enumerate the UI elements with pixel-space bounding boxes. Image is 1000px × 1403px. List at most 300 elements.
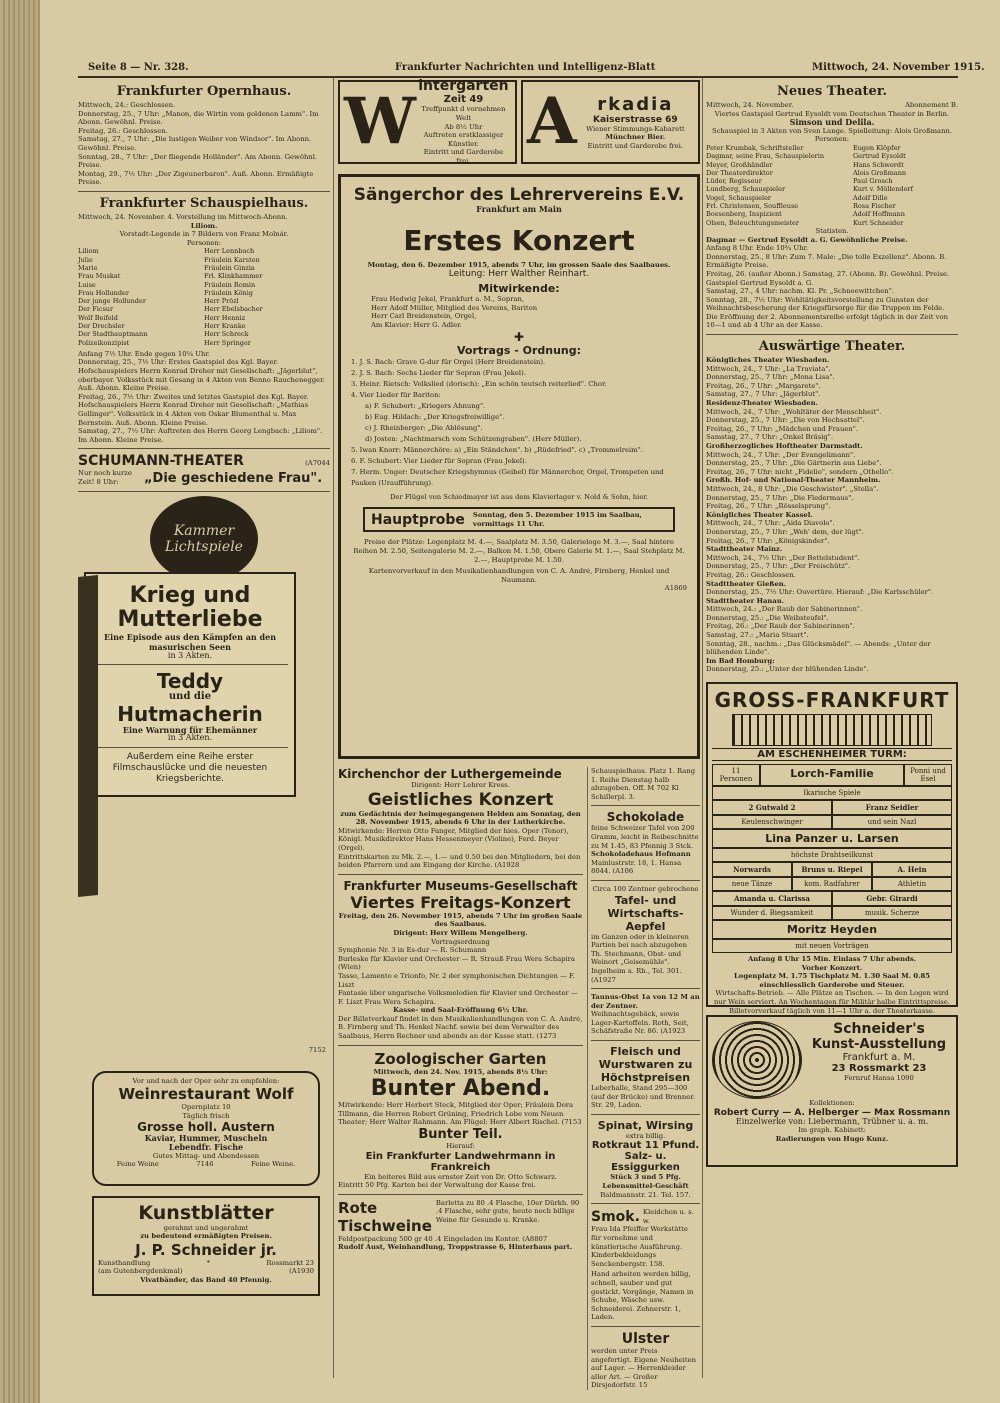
play-title: Liliom. — [190, 221, 218, 230]
note-line: Die Eröffnung der 2. Abonnementsreihe erfolgt täglich in der Zeit von 10—1 und ab 4 Uhr an der Kasse. — [706, 312, 948, 330]
cast-actor: Herr Kranke — [204, 321, 246, 330]
landwehr-sub: Ein heiteres Bild aus ernster Zeit von Dr. Otto Schwarz. — [364, 1172, 557, 1181]
cast-actor: Fräulein Ginzia — [204, 263, 255, 272]
schedule-line: Donnerstag, 25., 7 Uhr: „Manon, die Wirtin vom goldenen Lamm". Im Abonn. Gewöhnl. Preise. — [78, 109, 319, 127]
theater-line: Freitag, 26., 7 Uhr: „Mädchen und Frauen". — [706, 424, 859, 433]
kunst-loc: (am Gutenbergdenkmal) — [98, 1267, 183, 1276]
header-right: Mittwoch, 24. November 1915. — [812, 62, 985, 73]
divider — [92, 664, 288, 665]
cast-actor: Adolf Dille — [852, 193, 888, 202]
gf-cell: Amanda u. Clarissa — [712, 891, 832, 906]
smok-text: Frau Ida Pfeiffer Werkstätte für vornehme und künstlerische Ausführung. Kinderbekleidungs Senckenbergstr. 158. — [591, 1225, 688, 1268]
note-line: Samstag, 27., 4 Uhr: nachm. Kl. Pr. „Schneewittchen". — [706, 287, 894, 296]
theater-head: Königliches Theater Kassel. — [706, 510, 813, 519]
ad-line: Treffpunkt d vornehmen Welt — [421, 105, 506, 123]
gf-cell: kom. Radfahrer — [792, 877, 872, 891]
building-illustration — [732, 714, 932, 746]
arkadia-initial: A — [527, 84, 577, 159]
kunst-bottom: Vivatbänder, das Band 40 Pfennig. — [140, 1275, 272, 1284]
cast-actor: Herr Ebelsbacher — [204, 305, 263, 314]
header-rule — [78, 76, 958, 78]
gf-cell: mit neuen Vorträgen — [712, 939, 952, 953]
divider — [338, 1045, 583, 1046]
bunter-title: Bunter Abend. — [370, 1076, 551, 1102]
cast-actor: Eugen Klöpfer — [852, 143, 901, 152]
wolf-daily: Täglich frisch — [182, 1111, 230, 1120]
programm-list — [351, 357, 687, 489]
cast-actor: Fräulein König — [204, 288, 253, 297]
divider — [591, 1326, 700, 1327]
wintergarten-time: Zeit 49 — [443, 94, 484, 106]
hand-ad: Hand arbeiten werden billig, schnell, sauber und gut gestickt. Vorgänge, Namen in Schuhe, Wäsche usw. Schneiderei. Zehnerstr. 1, Laden. — [591, 1270, 694, 1322]
film2-sub: Eine Warnung für Ehemänner — [122, 724, 258, 735]
gf-notes: Wirtschafts-Betrieb. — Alle Plätze an Tischen. — In den Logen wird nur Wein serviert. An Wochentagen für Militär halbe Eintrittspreise. Billetvorverkauf täglich von 11—1 Uhr a. der Theaterkasse. — [714, 989, 950, 1015]
ad-code: (A7044 — [305, 459, 330, 468]
bunter-teil: Bunter Teil. — [418, 1127, 503, 1143]
programm-item: 3. Heinr. Rietsch: Volkslied (dorisch): „Ein schön teutsch reiterlied". Chor. — [351, 379, 607, 388]
theater-line: Freitag, 26., 7 Uhr: „Margarete". — [706, 381, 821, 390]
theater-line: Donnerstag, 25., 7 Uhr: „Die Gärtnerin aus Liebe". — [706, 459, 882, 468]
schedule-line: Sonntag, 28., 7 Uhr: „Der fliegende Holländer". Am Abonn. Gewöhnl. Preise. — [78, 152, 318, 170]
schumann-play: „Die geschiedene Frau". — [144, 470, 323, 486]
gf-cell: Franz Seidler — [832, 800, 952, 815]
smok-sub: Kleidchen u. s. w. — [642, 1208, 694, 1225]
schedule-line: Freitag, 26.: Geschlossen. — [78, 126, 168, 135]
schneider-top — [712, 1021, 952, 1099]
ad-code: 7152 — [308, 1045, 326, 1054]
kammer-logo — [150, 496, 258, 582]
note-line: Anfang 7½ Uhr. Ende gegen 10¼ Uhr. — [78, 349, 211, 358]
zoo-title: Zoologischer Garten — [374, 1049, 547, 1068]
divider — [78, 491, 330, 492]
gf-cell: neue Tänze — [712, 877, 792, 891]
stueck: Stück 3 und 5 Pfg. — [610, 1173, 681, 1182]
kunstblaetter-ad — [92, 1196, 320, 1296]
neues-date-row — [706, 101, 958, 110]
tafel-title: Tafel- und Wirtschafts-Aepfel — [607, 893, 684, 933]
gf-times: Anfang 8 Uhr 15 Min. Einlass 7 Uhr abends. — [747, 955, 917, 964]
freitag-dir: Dirigent: Herr Willem Mengelberg. — [393, 928, 528, 937]
cast-label: Personen: — [186, 238, 222, 247]
cast-role: Meyer, Großhändler — [706, 160, 773, 169]
gf-cell: Lina Panzer u. Larsen — [712, 829, 952, 848]
neues-title: Neues Theater. — [777, 84, 887, 99]
mitwirkende-item: Herr Carl Breidenstein, Orgel, — [371, 312, 477, 321]
play-subtitle: Vorstadt-Legende in 7 Bildern von Franz Molnár. — [119, 230, 289, 239]
divider — [591, 805, 700, 806]
theater-line: Freitag, 26.: „Der Raub der Sabinerinnen". — [706, 622, 855, 631]
spinat-title: Spinat, Wirsing — [597, 1118, 694, 1132]
cast-actor: Frl. Klinkhammer — [204, 272, 263, 281]
schedule-line: Samstag, 27., 7 Uhr: „Die lustigen Weiber von Windsor". Im Abonn. Gewöhnl. Preise. — [78, 135, 312, 152]
schneider-kab: Im graph. Kabinett: — [798, 1126, 866, 1135]
kunst-sub: zu bedeutend ermäßigten Preisen. — [140, 1232, 272, 1241]
theater-line: Freitag, 26., 7 Uhr: „Königskinder". — [706, 536, 830, 545]
weih: Weihnachtsgebäck, sowie Lager-Kartoffeln. Roth, Seit, Schäfstraße Nr. 86. (A1923 — [591, 1010, 689, 1036]
schumann-title: SCHUMANN-THEATER — [78, 453, 244, 470]
lebens-addr: Baldmannstr. 21. Tel. 157. — [600, 1190, 691, 1199]
schaus-ad: Schauspielhaus. Platz 1. Rang 1. Reihe Dienstag halb abzugeben. Off. M 702 Kl Schillerpl. 3. — [591, 767, 696, 801]
rote-detail: Barletta zu 80 .4 Flasche, 10er Dürkh. 90 .4 Flasche, sehr gute, heute noch billige Weine für Gesunde u. Kranke. — [435, 1198, 580, 1224]
film2-acts: in 3 Akten. — [167, 733, 213, 743]
kirche-dir: Dirigent: Herr Lehrer Kress. — [411, 781, 510, 789]
cast-actor: Herr Henniz — [204, 313, 246, 322]
gf-cell: Keulenschwinger — [712, 815, 832, 829]
schneider-city: Frankfurt a. M. — [842, 1052, 916, 1064]
ad-line: Münchner Bier. — [605, 133, 666, 142]
cast-role: Der Theaterdirektor — [706, 168, 773, 177]
gf-cell: 11 Personen — [712, 764, 760, 786]
vorverkauf: Kartenvorverkauf in den Musikalienhandlungen von C. A. André, Firnberg, Henkel und Naumann. — [368, 567, 670, 584]
wolf-items: Kaviar, Hummer, Muscheln — [144, 1133, 268, 1144]
mitwirkende-item: Frau Hedwig Jekel, Frankfurt a. M., Sopran, — [371, 295, 525, 304]
kammer-ad — [78, 496, 330, 1296]
gf-row — [712, 891, 952, 920]
kunst-right: Rossmarkt 23 — [266, 1258, 314, 1267]
cast-role: Julie — [78, 255, 93, 264]
hauptprobe-label: Hauptprobe — [371, 511, 465, 528]
kunst-sub: gerahmt und ungerahmt — [163, 1223, 249, 1232]
theater-head: Im Bad Homburg: — [706, 656, 775, 665]
mitwirkende-item: Am Klavier: Herr G. Adler. — [371, 320, 462, 329]
cast-actor: Alois Großmann — [852, 168, 907, 177]
tafel-pre: Circa 100 Zentner gebrochene — [592, 884, 699, 893]
ad-code: A1869 — [664, 584, 687, 593]
konzert-lead: Leitung: Herr Walther Reinhart. — [448, 269, 590, 280]
arkadia-ad — [521, 80, 700, 164]
cast-role: Wolf Beifeld — [78, 313, 118, 322]
divider — [591, 1203, 700, 1204]
geist-mitw: Mitwirkende: Herren Otto Fanger, Mitglied der hies. Oper (Tenor), Königl. Musikdirektor Hans Hessenmeyer (Violine), Ferd. Beyer (Orgel). — [338, 826, 569, 852]
column-middle — [338, 80, 700, 1390]
ad-code: 7146 — [196, 1160, 214, 1169]
lower-middle-right — [587, 767, 700, 1390]
star-icon: * — [206, 1258, 211, 1267]
freitag-ord: Vortragsordnung — [431, 937, 490, 946]
gf-prices: Logenplatz M. 1.75 Tischplatz M. 1.30 Saal M. 0.85 — [734, 972, 930, 981]
programm-item: Symphonie Nr. 3 in Es-dur — R. Schumann — [338, 946, 487, 955]
wintergarten-body — [416, 78, 511, 165]
film2-title-c: Hutmacherin — [117, 701, 263, 726]
theater-line: Mittwoch, 24., 7½ Uhr: „Der Bettelstudent". — [706, 553, 860, 562]
neues-date: Mittwoch, 24. November. — [706, 101, 794, 109]
programm-item: Burleske für Klavier und Orchester — R. Strauß Frau Wera Schapira (Wien) — [338, 954, 575, 972]
wintergarten-initial: W — [344, 84, 416, 159]
cast-role: Der Drechsler — [78, 321, 125, 330]
schneider-phone: Fernruf Hansa 1090 — [844, 1074, 914, 1083]
ad-line: Ab 8½ Uhr — [444, 122, 483, 131]
saenger-title: Sängerchor des Lehrervereins E.V. — [353, 185, 685, 205]
arkadia-title: rkadia — [597, 93, 674, 115]
lebens: Lebensmittel-Geschäft — [602, 1182, 689, 1191]
wolf-lunch: Gutes Mittag- und Abendessen — [152, 1151, 260, 1160]
kunst-left: Kunsthandlung — [98, 1258, 151, 1267]
bunter-mitw: Mitwirkende: Herr Herbert Steck, Mitglied der Oper; Fräulein Dora Tillmann, die Herren Robert Grüning, Friedrich Lobe vom Neuen Theater; Herr Walter Rahmann. Am Flügel: Herr Albert Rischel. (7153 — [338, 1101, 582, 1127]
cast-role: Der junge Hollunder — [78, 297, 146, 306]
neues-play: Simson und Delila. — [789, 117, 875, 128]
neues-notes — [706, 244, 958, 330]
note-line: Freitag, 26., 7½ Uhr: Zweites und letztes Gastspiel des Kgl. Bayer. Hofschauspielers Herrn Konrad Dreher mit Gesellschaft: „Mathias Gollinger". Volksstück in 4 Akten von Oskar Blumenthal u. Max Bernstein. Auß. Abonn. Kleine Preise. — [78, 392, 309, 427]
film-extra: Außerdem eine Reihe erster Filmschauslücke und die neuesten Kriegsberichte. — [112, 751, 268, 784]
schedule-line: Mittwoch, 24.: Geschlossen. — [78, 101, 176, 109]
ad-line: Auftreten erstklassiger Künstler. — [423, 131, 504, 148]
divider — [591, 988, 700, 989]
divider — [706, 334, 958, 335]
cast-role: Luise — [78, 280, 96, 289]
divider — [591, 1114, 700, 1115]
logo-text: Kammer — [173, 522, 235, 539]
gf-row — [712, 800, 952, 829]
neues-double: Dagmar — Gertrud Eysoldt a. G. Gewöhnliche Preise. — [706, 235, 908, 244]
film1-sub: Eine Episode aus den Kämpfen an den masurischen Seen — [103, 631, 277, 652]
theater-line: Samstag, 27., 7 Uhr: „Jägerblut". — [706, 390, 821, 399]
gf-cell: Lorch-Familie — [760, 764, 904, 786]
cast-actor: Fräulein Karsten — [204, 255, 260, 264]
note-line: Freitag, 26. (außer Abonn.) Samstag, 27. (Abonn. B). Gewöhnl. Preise. Gastspiel Gertrud Eysoldt a. G. — [706, 269, 950, 287]
divider — [78, 448, 330, 449]
freitag-prog — [338, 946, 583, 1006]
note-line: Donnerstag, 25., 7½ Uhr: Erstes Gastspiel des Kgl. Bayer. Hofschauspielers Herrn Konrad Dreher mit Gesellschaft: „Jägerblut", oberbayer. Volksstück mit Gesang in 4 Akten von Benno Rauchenegger. Auß. Abonn. Kleine Preise. — [78, 358, 325, 393]
theater-line: Freitag, 26., 7 Uhr: „Rösselsprung". — [706, 502, 831, 511]
neues-cast — [706, 144, 958, 227]
theater-line: Donnerstag, 25., 7 Uhr: „Mona Lisa". — [706, 373, 835, 382]
gf-cell: A. Hein — [872, 862, 952, 877]
ad-line: Eintritt und Garderobe frei. — [587, 141, 684, 150]
kunst-loc-row — [98, 1267, 314, 1276]
cast-actor: Kurt v. Möllendorf — [852, 185, 914, 194]
opera-schedule — [78, 101, 330, 187]
ad-shadow — [78, 575, 98, 897]
bunter-hier: Hierauf: — [446, 1142, 475, 1151]
theater-line: Mittwoch, 24., 7 Uhr: „Aida Diavolo". — [706, 519, 835, 528]
theater-head: Stadttheater Gießen. — [706, 579, 787, 588]
cast-actor: Herr Prözl — [204, 297, 239, 306]
theater-head: Großherzogliches Hoftheater Darmstadt. — [706, 442, 863, 450]
schneider-einzel: Einzelwerke von: Liebermann, Trübner u. a. m. — [735, 1116, 929, 1126]
logo-text: Lichtspiele — [165, 538, 243, 555]
theater-line: Donnerstag, 25., 7 Uhr: „Die von Hochsattel". — [706, 416, 865, 425]
theater-head: Stadttheater Mainz. — [706, 545, 783, 554]
neues-abo: Abonnement B. — [904, 101, 958, 109]
gf-sub: AM ESCHENHEIMER TURM: — [712, 748, 952, 761]
konzert-title: Erstes Konzert — [403, 223, 635, 257]
schauspiel-notes — [78, 350, 330, 445]
programm-item: 2. J. S. Bach: Sechs Lieder für Sopran (Frau Jekel). — [351, 368, 526, 377]
top-ads — [338, 80, 700, 164]
zoo-date: Mittwoch, den 24. Nov. 1915, abends 8½ Uhr: — [373, 1067, 548, 1076]
note-line: Anfang 8 Uhr. Ende 10¾ Uhr. — [706, 244, 809, 253]
ulster-title: Ulster — [621, 1330, 670, 1347]
theater-line: Samstag, 27., 7 Uhr: „Onkel Bräsig". — [706, 433, 834, 442]
ausw-title: Auswärtige Theater. — [758, 339, 906, 355]
theater-head: Residenz-Theater Wiesbaden. — [706, 399, 818, 408]
cast-role: Marie — [78, 263, 98, 272]
gf-cell: musik. Scherze — [832, 906, 952, 920]
fleisch-text: Leberhalle, Stand 295—300 (auf der Brücke) und Brenner. Str. 29, Laden. — [591, 1084, 695, 1110]
freitag-kasse: Kasse- und Saal-Eröffnung 6½ Uhr. — [393, 1006, 528, 1015]
divider — [591, 880, 700, 881]
programm-item: 1. J. S. Bach: Grave G-dur für Orgel (Herr Breidenstein). — [351, 357, 546, 366]
smok-title: Smok. — [591, 1208, 640, 1225]
column-divider — [333, 78, 334, 1378]
wolf-wines: Feine Weine — [116, 1160, 159, 1169]
divider — [92, 747, 288, 748]
smok-header — [591, 1208, 700, 1225]
mitwirkende-label: Mitwirkende: — [478, 282, 560, 296]
hauptprobe-box — [363, 507, 675, 532]
programm-item: 7. Herm. Unger: Deutscher Kriegshymnus (Geibel) für Männerchor, Orgel, Trompeten und Pauken (Uraufführung). — [351, 467, 664, 487]
cast-role: Der Stadthauptmann — [78, 330, 148, 339]
neues-play-sub: Schauspiel in 3 Akten von Sven Lange. Spielleitung: Alois Großmann. — [711, 126, 953, 135]
header-center: Frankfurter Nachrichten und Intelligenz-Blatt — [395, 62, 656, 73]
schumann-note: Nur noch kurze Zeit! 8 Uhr: — [78, 469, 132, 486]
programm-item: 4. Vier Lieder für Bariton: — [351, 390, 441, 399]
wolf-title: Weinrestaurant Wolf — [118, 1085, 294, 1104]
freitag-title: Viertes Freitags-Konzert — [350, 892, 571, 912]
theater-line: Donnerstag, 25.: „Die Weibsteufel". — [706, 613, 829, 622]
geist-sub: zum Gedächtnis der heimgegangenen Helden am Sonntag, den 28. November 1915, abends 6 Uhr in der Lutherkirche. — [340, 809, 581, 827]
rote-bottom: Feldpostpackung 500 gr 40 .4 Eingeladen im Kontor. (A8807 — [338, 1234, 548, 1243]
programm-item: Fantasie über ungarische Volksmelodien für Klavier und Orchester — F. Liszt Frau Wera Schapira. — [338, 989, 578, 1006]
schneider-rad: Radierungen von Hugo Kunz. — [775, 1134, 889, 1143]
schneider-title2: Kunst-Ausstellung — [811, 1037, 947, 1053]
cast-role: Polizeikonzipist — [78, 338, 130, 347]
gf-cell: Bruns u. Riepel — [792, 862, 872, 877]
gf-cell: Ponni und Esel — [904, 764, 952, 786]
tafel-text: im Ganzen oder in kleineren Partien bei nach abzugeben Th. Stechmann, Obst- und Weinort „Geisemühle". Ingelheim a. Rh., Tel. 301. (A1927 — [591, 932, 689, 984]
rotkraut: Rotkraut 11 Pfund. — [591, 1140, 700, 1152]
schok-title: Schokolade — [606, 810, 685, 825]
fleisch-title: Fleisch und Wurstwaren zu Höchstpreisen — [598, 1045, 693, 1085]
cast-actor: Hans Schwerdt — [852, 160, 904, 169]
rote-title: Rote Tischweine — [338, 1198, 432, 1235]
ad-code: (A1930 — [289, 1267, 314, 1276]
column-left — [78, 80, 330, 1296]
schneider-ad — [706, 1015, 958, 1167]
theater-line: Donnerstag, 25., 7 Uhr: „Die Fledermaus". — [706, 493, 854, 502]
rote-ad — [338, 1199, 583, 1235]
rote-firm: Rudolf Aust, Weinhandlung, Troppstrasse 6, Hinterhaus part. — [338, 1243, 573, 1252]
gf-cell: Gebr. Girardi — [832, 891, 952, 906]
freitag-date: Freitag, den 26. November 1915, abends 7 Uhr im großen Saale des Saalbaus. — [338, 911, 583, 929]
programm-item: a) F. Schubert: „Kriegers Ahnung". — [365, 401, 486, 410]
konzert-date: Montag, den 6. Dezember 1915, abends 7 Uhr, im grossen Saale des Saalbaues. — [367, 260, 671, 269]
gf-cell: und sein Nazl — [832, 815, 952, 829]
cast-actor: Rosa Fischer — [852, 202, 896, 211]
theater-line: Mittwoch, 24., 7 Uhr: „Wohltäter der Menschheit". — [706, 407, 882, 416]
schumann-header — [78, 453, 330, 469]
taunus: Taunus-Obst 1a von 12 M an der Zentner. — [591, 993, 700, 1010]
wolf-top: Vor und nach der Oper sehr zu empfehlen: — [132, 1076, 280, 1085]
film2-title-b: und die — [168, 691, 212, 703]
ausw-list — [706, 356, 958, 674]
film1-acts: in 3 Akten. — [167, 650, 213, 660]
eintritt: Eintritt 50 Pfg. Karten bei der Verwaltung der Kasse frei. — [338, 1181, 536, 1190]
cast-role: Liliom — [78, 247, 99, 256]
cast-role: Vogel, Schauspieler — [706, 193, 772, 202]
wolf-fish: Lebendfr. Fische — [168, 1141, 244, 1152]
cast-actor: Adolf Hoffmann — [852, 210, 905, 219]
landwehr: Ein Frankfurter Landwehrmann in Frankreich — [365, 1150, 556, 1173]
kirche-title: Kirchenchor der Luthergemeinde — [338, 767, 562, 781]
theater-line: Mittwoch, 24.: „Der Raub der Sabinerinnen". — [706, 605, 863, 614]
theater-line: Mittwoch, 24., 7 Uhr: „Der Evangelimann". — [706, 450, 856, 459]
note-line: Samstag, 27., 7½ Uhr: Auftreten des Herrn Georg Lengbach: „Liliom". Im Abonn. Kleine Preise. — [78, 427, 323, 444]
hauptprobe-text: Sonntag, den 5. Dezember 1915 im Saalbau, vormittags 11 Uhr. — [472, 511, 642, 528]
header-left: Seite 8 — Nr. 328. — [88, 62, 189, 73]
arkadia-body — [577, 94, 694, 151]
gf-vorverkauf: Vorher Konzert. — [801, 963, 863, 972]
gf-row — [712, 862, 952, 891]
cross-icon: ✚ — [513, 329, 525, 344]
cast-actor: Kurt Schneider — [852, 218, 904, 227]
arkadia-address: Kaiserstrasse 69 — [592, 114, 678, 125]
theater-head: Großh. Hof- und National-Theater Mannheim. — [706, 476, 881, 485]
riders-illustration — [712, 1021, 802, 1099]
saengerchor-ad — [338, 174, 700, 759]
gf-row — [712, 764, 952, 786]
fluegel-note: Der Flügel von Schiedmayer ist aus dem Klavierlager v. Nold & Sohn, hier. — [389, 492, 649, 501]
neues-statisten: Statisten. — [815, 226, 849, 235]
wolf-address: Opernplatz 10 — [181, 1103, 231, 1112]
theater-line: Mittwoch, 24., 8 Uhr: „Die Geschwister". „Stella". — [706, 484, 879, 493]
note-line: Donnerstag, 25., 8 Uhr: Zum 7. Male: „Die tolle Exzellenz". Abonn. B. Ermäßigte Preise. — [706, 252, 947, 270]
theater-line: Donnerstag, 25.: „Unter der blühenden Linde". — [706, 665, 869, 674]
cast-role: Dagmar, seine Frau, Schauspielerin — [706, 152, 825, 161]
museum-title: Frankfurter Museums-Gesellschaft — [343, 878, 578, 893]
theater-line: Samstag, 27.: „Maria Stuart". — [706, 631, 809, 640]
theater-line: Donnerstag, 25., 7 Uhr: „Der Freischütz". — [706, 562, 851, 571]
theater-head: Königliches Theater Wiesbaden. — [706, 356, 830, 365]
lower-middle-left — [338, 767, 583, 1390]
divider — [338, 1194, 583, 1195]
cast-role: Boesenberg, Inspizient — [706, 210, 782, 219]
gf-cell: Wunder d. Biegsamkeit — [712, 906, 832, 920]
cast-actor: Herr Springer — [204, 338, 251, 347]
programm-item: 5. Iwan Knorr: Männerchöre: a) „Ein Ständchen". b) „Rüdefried". c) „Trommelreim". — [351, 445, 643, 454]
gf-cell: Moritz Heyden — [712, 920, 952, 939]
kunst-firm: J. P. Schneider jr. — [135, 1240, 277, 1259]
schneider-koll: Kollektionen: — [809, 1099, 855, 1108]
schneider-addr: 23 Rossmarkt 23 — [831, 1063, 927, 1075]
theater-line: Freitag, 26., 7 Uhr: nicht „Fidelio", sondern „Othello". — [706, 467, 894, 476]
kammer-panel — [84, 572, 296, 797]
preise: Preise der Plätze: Logenplatz M. 4.—, Saalplatz M. 3.50, Galerieloge M. 3.—, Saal hintere Reihen M. 2.50, Seitengalerie M. 2.—, Balkon M. 1.50, Obere Galerie M. 1.—, Saal Stehplatz M. 2.—, Hauptprobe M. 1.50. — [353, 538, 685, 564]
programm-item: b) Eug. Hildach: „Der Kriegsfreiwillige". — [365, 412, 505, 421]
cast-role: Frau Hollunder — [78, 288, 129, 297]
schauspiel-title: Frankfurter Schauspielhaus. — [99, 195, 309, 211]
programm-item: Tasso, Lamento e Trionfo, Nr. 2 der symphonischen Dichtungen — F. Liszt — [338, 971, 575, 989]
wintergarten-ad — [338, 80, 517, 164]
saenger-city: Frankfurt am Main — [476, 204, 562, 214]
theater-line: Donnerstag, 25., 7 Uhr: „Weh' dem, der lügt". — [706, 527, 864, 536]
page-edge — [0, 0, 40, 1403]
gf-cell: Ikarische Spiele — [712, 786, 952, 800]
film1-title: Krieg und Mutterliebe — [117, 582, 263, 632]
kunst-title: Kunstblätter — [138, 1201, 274, 1224]
ad-line: Eintritt und Garderobe frei. — [423, 148, 504, 165]
wolf-wines: Feine Weine. — [250, 1160, 296, 1169]
theater-line: Mittwoch, 24., 7 Uhr: „La Traviata". — [706, 364, 831, 373]
programm-item: c) J. Rheinberger: „Die Ablösung". — [365, 423, 483, 432]
column-divider — [702, 78, 703, 1378]
cast-label: Personen: — [814, 135, 850, 144]
theater-head: Stadttheater Hanau. — [706, 596, 785, 605]
schneider-header — [806, 1021, 952, 1099]
theater-line: Freitag, 26.: Geschlossen. — [706, 570, 796, 579]
geist-eintritt: Eintrittskarten zu Mk. 2.—, 1.— und 0.50 bei den Mitgliedern, bei den beiden Pfarrern und am Eingang der Kirche. (A1928 — [338, 852, 581, 870]
gf-cell: Norwards — [712, 862, 792, 877]
